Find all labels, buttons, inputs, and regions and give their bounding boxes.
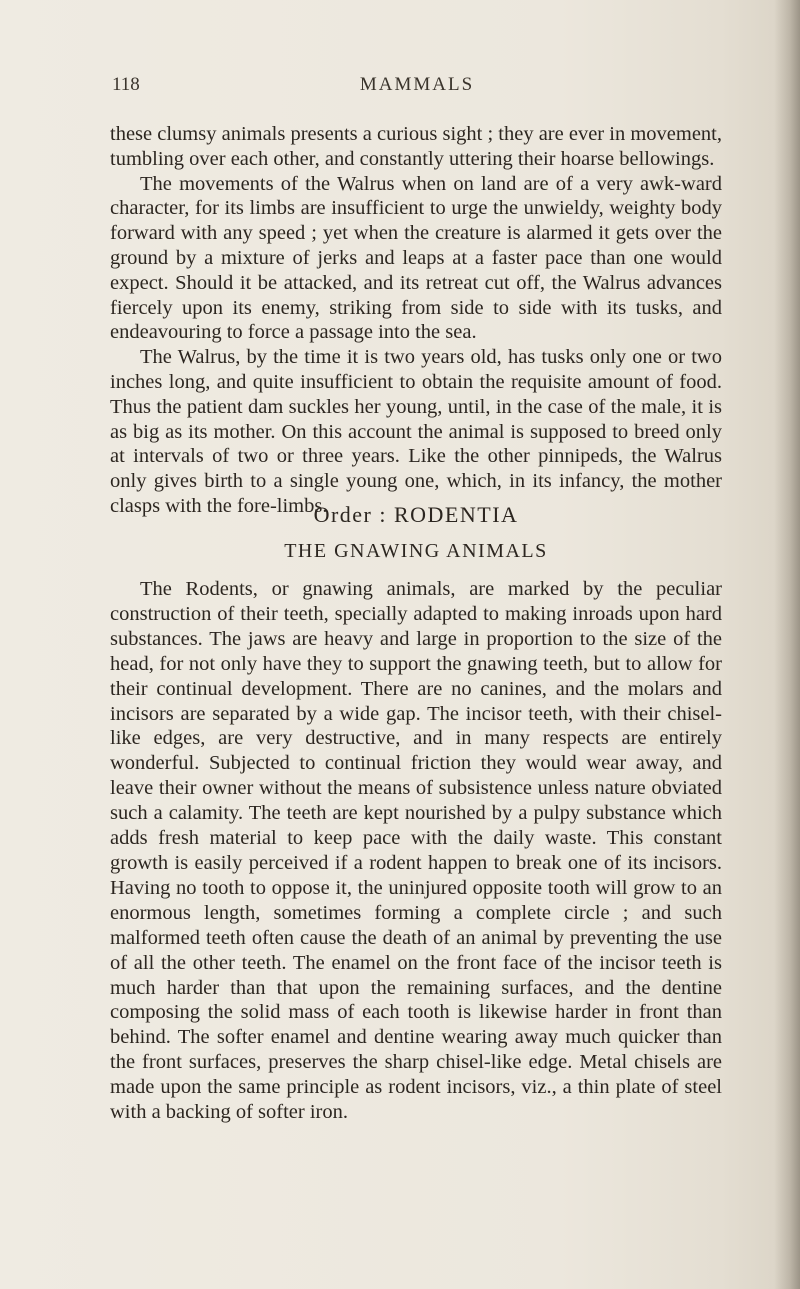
paragraph: The movements of the Walrus when on land are of a very awk-ward character, for its limbs are insufficient to urge the unwieldy, weighty body forward with any speed ; yet when the creature is alarmed it gets over the ground by a mixture of jerks and leaps at a faster pace than one would expect. Should it be attacked, and its retreat cut off, the Walrus advances fiercely upon its enemy, striking from side to side with its tusks, and endeavouring to force a passage into the sea. [110, 172, 722, 344]
page-header [112, 74, 722, 104]
running-head: MAMMALS [359, 74, 475, 95]
paragraph: these clumsy animals presents a curious sight ; they are ever in movement, tumbling over each other, and constantly uttering their hoarse bellowings. [110, 123, 722, 170]
paragraph: The Walrus, by the time it is two years old, has tusks only one or two inches long, and quite insufficient to obtain the requisite amount of food. Thus the patient dam suckles her young, until, in the case of the male, it is as big as its mother. On this account the animal is supposed to breed only at intervals of two or three years. Like the other pinnipeds, the Walrus only gives birth to a single young one, which, in its infancy, the mother clasps with the fore-limbs. [110, 346, 722, 517]
walrus-section [110, 122, 722, 519]
order-heading: Order : RODENTIA [313, 502, 519, 527]
section-subheading: THE GNAWING ANIMALS [284, 540, 548, 562]
rodentia-section [110, 577, 722, 1125]
page-number: 118 [112, 74, 140, 95]
page-edge-shadow [774, 0, 800, 1289]
paragraph: The Rodents, or gnawing animals, are marked by the peculiar construction of their teeth, specially adapted to making inroads upon hard substances. The jaws are heavy and large in proportion to the size of the head, for not only have they to support the gnawing teeth, but to allow for their continual development. There are no canines, and the molars and incisors are separated by a wide gap. The incisor teeth, with their chisel-like edges, are very destructive, and in many respects are entirely wonderful. Subjected to continual friction they would wear away, and leave their owner without the means of subsistence unless nature obviated such a calamity. The teeth are kept nourished by a pulpy substance which adds fresh material to keep pace with the daily waste. This constant growth is easily perceived if a rodent happen to break one of its incisors. Having no tooth to oppose it, the uninjured opposite tooth will grow to an enormous length, sometimes forming a complete circle ; and such malformed teeth often cause the death of an animal by preventing the use of all the other teeth. The enamel on the front face of the incisor teeth is much harder than that upon the remaining surfaces, and the dentine composing the solid mass of each tooth is likewise harder in front than behind. The softer enamel and dentine wearing away much quicker than the front surfaces, preserves the sharp chisel-like edge. Metal chisels are made upon the same principle as rodent incisors, viz., a thin plate of steel with a backing of softer iron. [110, 578, 722, 1124]
